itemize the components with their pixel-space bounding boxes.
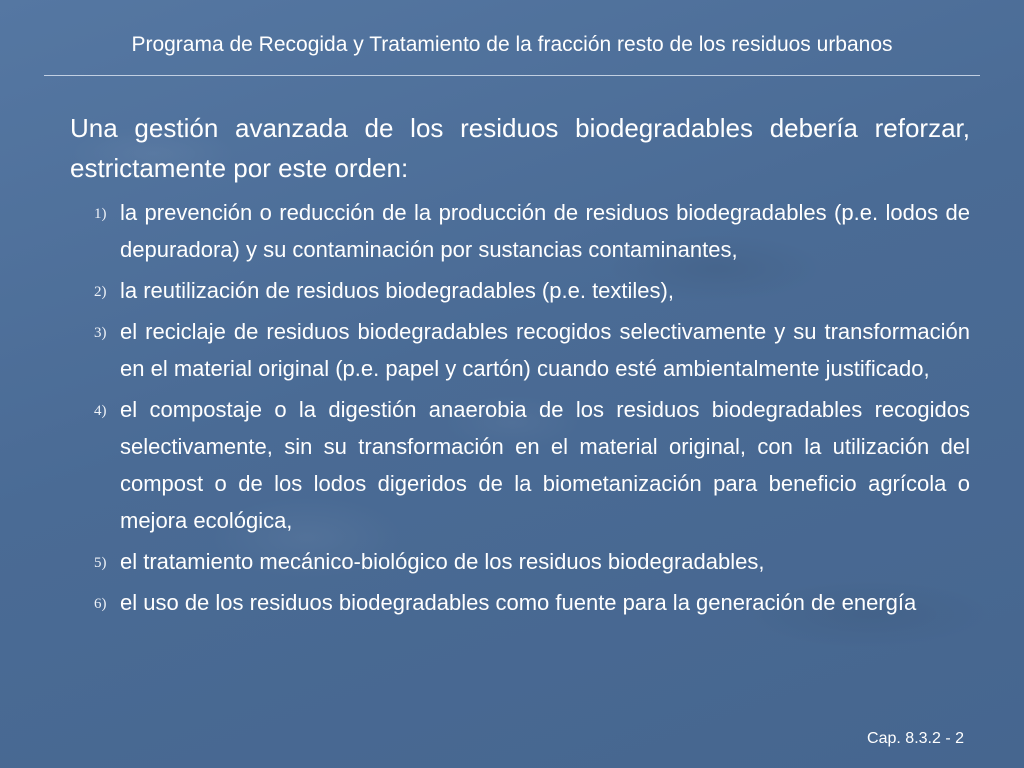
list-item-text: la reutilización de residuos biodegradables (p.e. textiles), — [120, 278, 674, 303]
slide-header — [44, 30, 980, 76]
list-item-number: 2) — [94, 284, 107, 300]
numbered-list — [70, 194, 970, 621]
list-item-number: 6) — [94, 596, 107, 612]
list-item-number: 5) — [94, 555, 107, 571]
list-item-text: el tratamiento mecánico-biológico de los residuos biodegradables, — [120, 549, 765, 574]
list-item-text: el compostaje o la digestión anaerobia de los residuos biodegradables recogidos selectivamente, sin su transformación en el material original, con la utilización del compost o de los lodos digeridos de la biometanización para beneficio agrícola o mejora ecológica, — [120, 397, 970, 533]
title-divider — [44, 75, 980, 76]
list-item — [70, 543, 970, 580]
list-item — [70, 584, 970, 621]
intro-paragraph: Una gestión avanzada de los residuos biodegradables debería reforzar, estrictamente por este orden: — [70, 113, 970, 183]
list-item-number: 4) — [94, 403, 107, 419]
page-reference: Cap. 8.3.2 - 2 — [867, 730, 964, 747]
list-item-number: 1) — [94, 206, 107, 222]
list-item-text: el uso de los residuos biodegradables como fuente para la generación de energía — [120, 590, 917, 615]
list-item — [70, 391, 970, 539]
list-item-text: el reciclaje de residuos biodegradables recogidos selectivamente y su transformación en el material original (p.e. papel y cartón) cuando esté ambientalmente justificado, — [120, 319, 970, 381]
list-item-text: la prevención o reducción de la producción de residuos biodegradables (p.e. lodos de depuradora) y su contaminación por sustancias contaminantes, — [120, 200, 970, 262]
slide-body — [70, 108, 970, 625]
list-item-number: 3) — [94, 325, 107, 341]
slide-title: Programa de Recogida y Tratamiento de la fracción resto de los residuos urbanos — [131, 33, 893, 56]
list-item — [70, 313, 970, 387]
list-item — [70, 194, 970, 268]
list-item — [70, 272, 970, 309]
